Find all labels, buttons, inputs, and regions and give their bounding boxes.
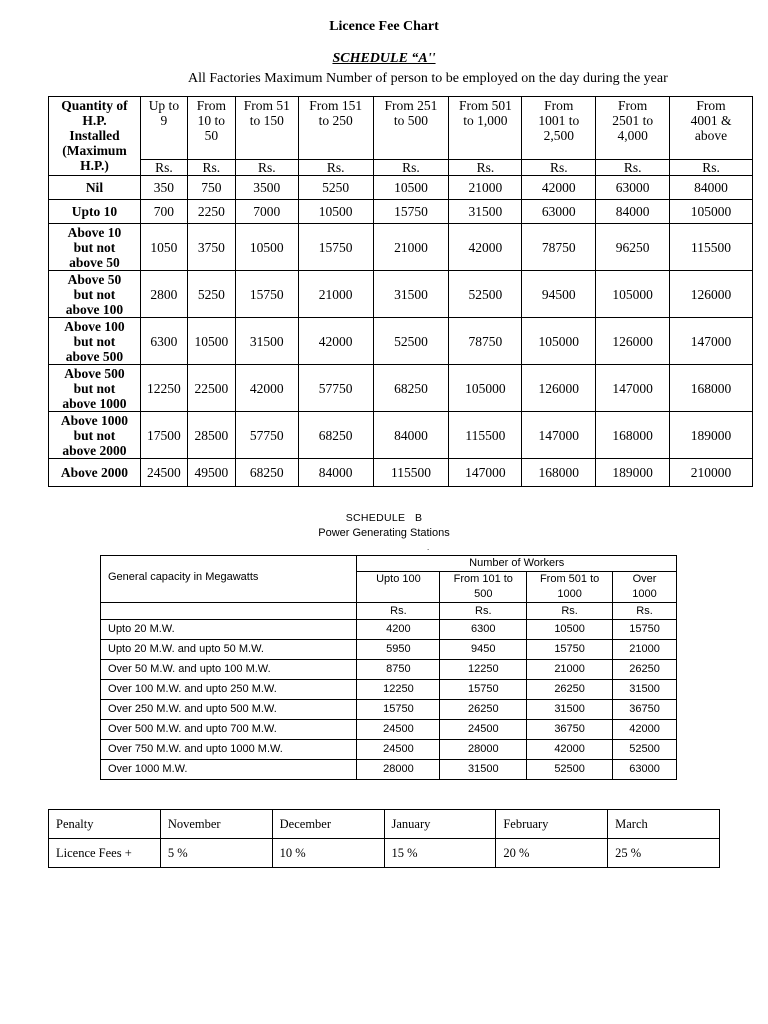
fee-cell: 63000 (613, 760, 677, 780)
fee-cell: 63000 (522, 200, 596, 224)
schedule-b-heading: SCHEDULE B (345, 512, 423, 524)
fee-cell: 6300 (440, 620, 527, 640)
schedule-b-subtitle: Power Generating Stations (318, 527, 450, 539)
row-label: Above 1000 but not above 2000 (49, 412, 141, 459)
fee-cell: 31500 (235, 318, 298, 365)
fee-cell: 26250 (613, 660, 677, 680)
currency-label: Rs. (440, 603, 527, 620)
fee-cell: 63000 (596, 176, 670, 200)
fee-cell: 21000 (298, 271, 373, 318)
fee-cell: 84000 (298, 459, 373, 487)
fee-cell: 15750 (527, 640, 613, 660)
column-header: From 4001 & above (670, 97, 753, 160)
column-header: From 101 to 500 (440, 572, 527, 603)
table-row (101, 720, 677, 740)
fee-cell: 26250 (440, 700, 527, 720)
penalty-header-cell: March (608, 810, 720, 839)
fee-cell: 84000 (670, 176, 753, 200)
fee-cell: 78750 (522, 224, 596, 271)
row-label: Over 500 M.W. and upto 700 M.W. (101, 720, 357, 740)
fee-cell: 42000 (522, 176, 596, 200)
fee-cell: 189000 (670, 412, 753, 459)
schedule-a-heading: SCHEDULE “A'' (332, 51, 436, 66)
row-label: Above 2000 (49, 459, 141, 487)
table-row (101, 620, 677, 640)
fee-cell: 126000 (522, 365, 596, 412)
fee-cell: 10500 (298, 200, 373, 224)
table-row (49, 412, 753, 459)
fee-cell: 24500 (357, 740, 440, 760)
fee-cell: 28000 (357, 760, 440, 780)
fee-cell: 10500 (373, 176, 449, 200)
fee-cell: 12250 (440, 660, 527, 680)
column-header: From 151 to 250 (298, 97, 373, 160)
fee-cell: 15750 (298, 224, 373, 271)
fee-cell: 147000 (449, 459, 522, 487)
fee-cell: 350 (140, 176, 187, 200)
fee-cell: 3750 (187, 224, 235, 271)
page-title: Licence Fee Chart (329, 19, 439, 34)
fee-cell: 36750 (613, 700, 677, 720)
fee-cell: 52500 (527, 760, 613, 780)
row-label: Above 10 but not above 50 (49, 224, 141, 271)
fee-cell: 31500 (613, 680, 677, 700)
fee-cell: 21000 (527, 660, 613, 680)
fee-cell: 24500 (357, 720, 440, 740)
currency-label: Rs. (449, 160, 522, 176)
fee-cell: 5250 (298, 176, 373, 200)
schedule-a-table (48, 96, 753, 487)
fee-cell: 115500 (449, 412, 522, 459)
column-header: Over 1000 (613, 572, 677, 603)
currency-label: Rs. (235, 160, 298, 176)
fee-cell: 168000 (522, 459, 596, 487)
row-label: Upto 20 M.W. and upto 50 M.W. (101, 640, 357, 660)
row-label: Upto 10 (49, 200, 141, 224)
fee-cell: 42000 (298, 318, 373, 365)
fee-cell: 68250 (235, 459, 298, 487)
penalty-table (48, 809, 720, 868)
row-label: Over 750 M.W. and upto 1000 M.W. (101, 740, 357, 760)
fee-cell: 84000 (373, 412, 449, 459)
stray-dot: . (427, 543, 430, 552)
fee-cell: 68250 (298, 412, 373, 459)
row-label: Above 100 but not above 500 (49, 318, 141, 365)
fee-cell: 52500 (373, 318, 449, 365)
fee-cell: 24500 (440, 720, 527, 740)
table-row (49, 271, 753, 318)
fee-cell: 52500 (449, 271, 522, 318)
fee-cell: 4200 (357, 620, 440, 640)
fee-cell: 115500 (670, 224, 753, 271)
fee-cell: 28000 (440, 740, 527, 760)
table-row (101, 700, 677, 720)
penalty-value-row (49, 839, 720, 868)
fee-cell: 105000 (449, 365, 522, 412)
currency-label: Rs. (527, 603, 613, 620)
fee-cell: 105000 (522, 318, 596, 365)
penalty-header-row (49, 810, 720, 839)
fee-cell: 10500 (235, 224, 298, 271)
schedule-b-currency-row (101, 603, 677, 620)
fee-cell: 36750 (527, 720, 613, 740)
fee-cell: 115500 (373, 459, 449, 487)
currency-label: Rs. (613, 603, 677, 620)
column-header: From 251 to 500 (373, 97, 449, 160)
fee-cell: 105000 (596, 271, 670, 318)
table-row (49, 459, 753, 487)
fee-cell: 28500 (187, 412, 235, 459)
capacity-header: General capacity in Megawatts (101, 556, 357, 603)
fee-cell: 1050 (140, 224, 187, 271)
fee-cell: 42000 (449, 224, 522, 271)
penalty-header-cell: November (160, 810, 272, 839)
fee-cell: 78750 (449, 318, 522, 365)
fee-cell: 12250 (357, 680, 440, 700)
fee-cell: 5950 (357, 640, 440, 660)
fee-cell: 168000 (670, 365, 753, 412)
fee-cell: 31500 (373, 271, 449, 318)
fee-cell: 126000 (670, 271, 753, 318)
table-row (101, 660, 677, 680)
fee-cell: 12250 (140, 365, 187, 412)
table-row (101, 740, 677, 760)
schedule-b-group-row (101, 556, 677, 572)
fee-cell: 42000 (527, 740, 613, 760)
fee-cell: 168000 (596, 412, 670, 459)
table-row (49, 365, 753, 412)
quantity-hp-header: Quantity of H.P. Installed (Maximum H.P.) (49, 97, 141, 176)
penalty-value-cell: Licence Fees + (49, 839, 161, 868)
penalty-value-cell: 5 % (160, 839, 272, 868)
fee-cell: 9450 (440, 640, 527, 660)
fee-cell: 49500 (187, 459, 235, 487)
fee-cell: 24500 (140, 459, 187, 487)
column-header: From 2501 to 4,000 (596, 97, 670, 160)
row-label: Over 1000 M.W. (101, 760, 357, 780)
currency-label: Rs. (670, 160, 753, 176)
row-label: Over 100 M.W. and upto 250 M.W. (101, 680, 357, 700)
currency-label: Rs. (298, 160, 373, 176)
fee-cell: 96250 (596, 224, 670, 271)
fee-cell: 22500 (187, 365, 235, 412)
row-label: Nil (49, 176, 141, 200)
penalty-value-cell: 10 % (272, 839, 384, 868)
fee-cell: 10500 (187, 318, 235, 365)
fee-cell: 2800 (140, 271, 187, 318)
column-header: From 501 to 1,000 (449, 97, 522, 160)
table-row (101, 760, 677, 780)
fee-cell: 105000 (670, 200, 753, 224)
fee-cell: 126000 (596, 318, 670, 365)
fee-cell: 57750 (235, 412, 298, 459)
fee-cell: 15750 (357, 700, 440, 720)
table-row (49, 176, 753, 200)
fee-cell: 21000 (373, 224, 449, 271)
fee-cell: 15750 (373, 200, 449, 224)
fee-cell: 15750 (235, 271, 298, 318)
table-row (49, 200, 753, 224)
penalty-header-cell: Penalty (49, 810, 161, 839)
workers-group-header: Number of Workers (357, 556, 677, 572)
currency-label: Rs. (373, 160, 449, 176)
fee-cell: 31500 (440, 760, 527, 780)
currency-label: Rs. (140, 160, 187, 176)
fee-cell: 17500 (140, 412, 187, 459)
currency-label: Rs. (187, 160, 235, 176)
fee-cell: 31500 (449, 200, 522, 224)
fee-cell: 68250 (373, 365, 449, 412)
currency-label: Rs. (522, 160, 596, 176)
column-header: Upto 100 (357, 572, 440, 603)
row-label: Over 50 M.W. and upto 100 M.W. (101, 660, 357, 680)
penalty-header-cell: January (384, 810, 496, 839)
fee-cell: 8750 (357, 660, 440, 680)
row-label: Above 50 but not above 100 (49, 271, 141, 318)
column-header: From 10 to 50 (187, 97, 235, 160)
table-row (49, 318, 753, 365)
penalty-header-cell: February (496, 810, 608, 839)
currency-label: Rs. (596, 160, 670, 176)
penalty-value-cell: 25 % (608, 839, 720, 868)
fee-cell: 147000 (522, 412, 596, 459)
column-header: Up to 9 (140, 97, 187, 160)
fee-cell: 700 (140, 200, 187, 224)
empty-cell (101, 603, 357, 620)
fee-cell: 2250 (187, 200, 235, 224)
penalty-header-cell: December (272, 810, 384, 839)
column-header: From 51 to 150 (235, 97, 298, 160)
fee-cell: 26250 (527, 680, 613, 700)
fee-cell: 5250 (187, 271, 235, 318)
fee-cell: 147000 (596, 365, 670, 412)
fee-cell: 147000 (670, 318, 753, 365)
fee-cell: 750 (187, 176, 235, 200)
column-header: From 1001 to 2,500 (522, 97, 596, 160)
fee-cell: 210000 (670, 459, 753, 487)
table-row (101, 640, 677, 660)
fee-cell: 94500 (522, 271, 596, 318)
fee-cell: 42000 (235, 365, 298, 412)
schedule-a-currency-row (49, 160, 753, 176)
column-header: From 501 to 1000 (527, 572, 613, 603)
currency-label: Rs. (357, 603, 440, 620)
table-row (49, 224, 753, 271)
penalty-value-cell: 15 % (384, 839, 496, 868)
penalty-value-cell: 20 % (496, 839, 608, 868)
fee-cell: 7000 (235, 200, 298, 224)
fee-cell: 21000 (613, 640, 677, 660)
schedule-a-subtitle: All Factories Maximum Number of person to be employed on the day during the year (188, 71, 668, 86)
fee-cell: 52500 (613, 740, 677, 760)
fee-cell: 84000 (596, 200, 670, 224)
fee-cell: 10500 (527, 620, 613, 640)
schedule-b-table (100, 555, 677, 780)
fee-cell: 21000 (449, 176, 522, 200)
fee-cell: 15750 (440, 680, 527, 700)
schedule-a-header-row (49, 97, 753, 160)
fee-cell: 42000 (613, 720, 677, 740)
fee-cell: 31500 (527, 700, 613, 720)
row-label: Over 250 M.W. and upto 500 M.W. (101, 700, 357, 720)
row-label: Above 500 but not above 1000 (49, 365, 141, 412)
fee-cell: 189000 (596, 459, 670, 487)
fee-cell: 15750 (613, 620, 677, 640)
fee-cell: 3500 (235, 176, 298, 200)
table-row (101, 680, 677, 700)
row-label: Upto 20 M.W. (101, 620, 357, 640)
fee-cell: 57750 (298, 365, 373, 412)
fee-cell: 6300 (140, 318, 187, 365)
